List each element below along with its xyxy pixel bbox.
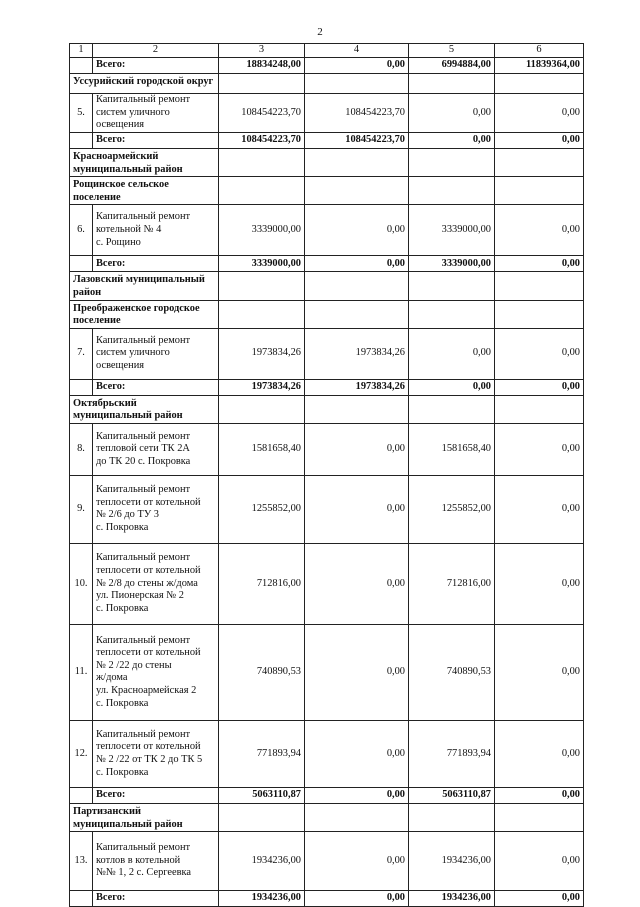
description-line: теплосети от котельной bbox=[96, 741, 201, 753]
description-line: котельной № 4 bbox=[96, 224, 162, 236]
description-line: систем уличного bbox=[96, 347, 170, 359]
description-line: Капитальный ремонт bbox=[96, 94, 191, 106]
row-number-cell bbox=[70, 379, 93, 395]
section-row bbox=[70, 395, 584, 423]
total-value: 108454223,70 bbox=[305, 133, 409, 149]
budget-table bbox=[69, 43, 584, 907]
section-row bbox=[70, 803, 584, 831]
total-value: 11839364,00 bbox=[495, 58, 584, 74]
item-value: 1934236,00 bbox=[409, 832, 495, 891]
total-label: Всего: bbox=[93, 58, 219, 74]
description-line: с. Покровка bbox=[96, 766, 149, 778]
description-line: до ТК 20 с. Покровка bbox=[96, 455, 191, 467]
total-label: Всего: bbox=[93, 133, 219, 149]
description-line: № 2 /22 от ТК 2 до ТК 5 bbox=[96, 753, 203, 765]
description-line: котлов в котельной bbox=[96, 854, 181, 866]
total-value: 1973834,26 bbox=[219, 379, 305, 395]
item-value: 0,00 bbox=[305, 832, 409, 891]
item-value: 0,00 bbox=[409, 94, 495, 133]
total-label: Всего: bbox=[93, 256, 219, 272]
item-description bbox=[93, 205, 219, 256]
description-line: Капитальный ремонт bbox=[96, 211, 191, 223]
total-value: 1934236,00 bbox=[409, 891, 495, 907]
description-line: с. Покровка bbox=[96, 522, 149, 534]
item-description bbox=[93, 624, 219, 720]
total-label: Всего: bbox=[93, 379, 219, 395]
empty-cell bbox=[495, 149, 584, 177]
item-row bbox=[70, 328, 584, 379]
item-number: 13. bbox=[70, 832, 93, 891]
empty-cell bbox=[305, 300, 409, 328]
empty-cell bbox=[495, 272, 584, 300]
item-value: 0,00 bbox=[409, 328, 495, 379]
item-value: 0,00 bbox=[495, 832, 584, 891]
item-row bbox=[70, 423, 584, 475]
column-header-3: 3 bbox=[219, 44, 305, 58]
description-line: Капитальный ремонт bbox=[96, 728, 191, 740]
item-value: 0,00 bbox=[495, 720, 584, 787]
item-value: 1581658,40 bbox=[409, 423, 495, 475]
table-body bbox=[70, 44, 584, 907]
item-description bbox=[93, 832, 219, 891]
description-line: Капитальный ремонт bbox=[96, 430, 191, 442]
item-value: 0,00 bbox=[495, 475, 584, 543]
description-line: с. Покровка bbox=[96, 697, 149, 709]
total-row bbox=[70, 133, 584, 149]
item-value: 0,00 bbox=[305, 720, 409, 787]
page-number: 2 bbox=[317, 26, 323, 38]
item-row bbox=[70, 624, 584, 720]
item-value: 0,00 bbox=[495, 543, 584, 624]
item-number: 7. bbox=[70, 328, 93, 379]
description-line: № 2 /22 до стены bbox=[96, 659, 172, 671]
total-value: 0,00 bbox=[305, 256, 409, 272]
item-value: 0,00 bbox=[305, 543, 409, 624]
total-value: 5063110,87 bbox=[219, 787, 305, 803]
description-line: тепловой сети ТК 2А bbox=[96, 443, 190, 455]
row-number-cell bbox=[70, 133, 93, 149]
total-row bbox=[70, 379, 584, 395]
item-row bbox=[70, 832, 584, 891]
section-heading: Партизанский муниципальный район bbox=[70, 803, 219, 831]
empty-cell bbox=[305, 272, 409, 300]
empty-cell bbox=[409, 149, 495, 177]
section-row bbox=[70, 149, 584, 177]
description-line: освещения bbox=[96, 360, 145, 372]
total-row bbox=[70, 256, 584, 272]
item-description bbox=[93, 94, 219, 133]
description-line: Капитальный ремонт bbox=[96, 842, 191, 854]
total-row bbox=[70, 58, 584, 74]
item-value: 0,00 bbox=[495, 205, 584, 256]
empty-cell bbox=[495, 395, 584, 423]
description-line: теплосети от котельной bbox=[96, 496, 201, 508]
description-line: ул. Красноармейская 2 bbox=[96, 685, 197, 697]
empty-cell bbox=[219, 272, 305, 300]
description-line: №№ 1, 2 с. Сергеевка bbox=[96, 867, 192, 879]
description-line: Капитальный ремонт bbox=[96, 634, 191, 646]
section-row bbox=[70, 272, 584, 300]
item-value: 0,00 bbox=[305, 205, 409, 256]
total-value: 0,00 bbox=[495, 256, 584, 272]
column-header-4: 4 bbox=[305, 44, 409, 58]
empty-cell bbox=[495, 803, 584, 831]
item-value: 0,00 bbox=[305, 423, 409, 475]
description-line: теплосети от котельной bbox=[96, 647, 201, 659]
empty-cell bbox=[219, 300, 305, 328]
empty-cell bbox=[305, 74, 409, 94]
item-row bbox=[70, 720, 584, 787]
row-number-cell bbox=[70, 256, 93, 272]
section-heading: Уссурийский городской округ bbox=[70, 74, 219, 94]
total-row bbox=[70, 787, 584, 803]
item-value: 712816,00 bbox=[409, 543, 495, 624]
empty-cell bbox=[305, 177, 409, 205]
column-header-6: 6 bbox=[495, 44, 584, 58]
total-value: 0,00 bbox=[495, 379, 584, 395]
total-value: 1973834,26 bbox=[305, 379, 409, 395]
description-line: № 2/8 до стены ж/дома bbox=[96, 577, 198, 589]
column-header-2: 2 bbox=[93, 44, 219, 58]
total-value: 108454223,70 bbox=[219, 133, 305, 149]
empty-cell bbox=[495, 300, 584, 328]
item-value: 1581658,40 bbox=[219, 423, 305, 475]
description-line: с. Покровка bbox=[96, 602, 149, 614]
item-value: 108454223,70 bbox=[305, 94, 409, 133]
item-value: 1255852,00 bbox=[219, 475, 305, 543]
total-value: 0,00 bbox=[305, 58, 409, 74]
column-header-1: 1 bbox=[70, 44, 93, 58]
empty-cell bbox=[409, 177, 495, 205]
item-value: 0,00 bbox=[495, 624, 584, 720]
item-description bbox=[93, 475, 219, 543]
item-number: 8. bbox=[70, 423, 93, 475]
item-description bbox=[93, 328, 219, 379]
description-line: № 2/6 до ТУ 3 bbox=[96, 509, 159, 521]
empty-cell bbox=[409, 395, 495, 423]
empty-cell bbox=[409, 74, 495, 94]
item-value: 0,00 bbox=[305, 475, 409, 543]
description-line: Капитальный ремонт bbox=[96, 334, 191, 346]
item-value: 0,00 bbox=[495, 423, 584, 475]
empty-cell bbox=[219, 177, 305, 205]
description-line: с. Рощино bbox=[96, 236, 141, 248]
total-value: 0,00 bbox=[409, 133, 495, 149]
item-value: 3339000,00 bbox=[219, 205, 305, 256]
item-value: 108454223,70 bbox=[219, 94, 305, 133]
item-number: 10. bbox=[70, 543, 93, 624]
description-line: Капитальный ремонт bbox=[96, 552, 191, 564]
section-row bbox=[70, 177, 584, 205]
section-heading: Октябрьский муниципальный район bbox=[70, 395, 219, 423]
section-heading: Красноармейский муниципальный район bbox=[70, 149, 219, 177]
item-number: 6. bbox=[70, 205, 93, 256]
row-number-cell bbox=[70, 891, 93, 907]
item-value: 1934236,00 bbox=[219, 832, 305, 891]
empty-cell bbox=[409, 272, 495, 300]
item-description bbox=[93, 423, 219, 475]
total-value: 3339000,00 bbox=[409, 256, 495, 272]
empty-cell bbox=[219, 74, 305, 94]
item-value: 771893,94 bbox=[409, 720, 495, 787]
item-value: 1973834,26 bbox=[305, 328, 409, 379]
item-number: 12. bbox=[70, 720, 93, 787]
total-value: 1934236,00 bbox=[219, 891, 305, 907]
item-value: 0,00 bbox=[305, 624, 409, 720]
total-value: 0,00 bbox=[305, 787, 409, 803]
section-heading: Преображенское городское поселение bbox=[70, 300, 219, 328]
column-header-5: 5 bbox=[409, 44, 495, 58]
total-label: Всего: bbox=[93, 891, 219, 907]
empty-cell bbox=[495, 74, 584, 94]
total-value: 0,00 bbox=[409, 379, 495, 395]
item-description bbox=[93, 720, 219, 787]
empty-cell bbox=[219, 395, 305, 423]
total-value: 0,00 bbox=[495, 891, 584, 907]
item-value: 771893,94 bbox=[219, 720, 305, 787]
total-value: 0,00 bbox=[495, 787, 584, 803]
total-value: 5063110,87 bbox=[409, 787, 495, 803]
item-value: 740890,53 bbox=[219, 624, 305, 720]
item-value: 3339000,00 bbox=[409, 205, 495, 256]
item-value: 712816,00 bbox=[219, 543, 305, 624]
total-label: Всего: bbox=[93, 787, 219, 803]
item-row bbox=[70, 94, 584, 133]
header-row bbox=[70, 44, 584, 58]
section-row bbox=[70, 74, 584, 94]
empty-cell bbox=[305, 149, 409, 177]
item-row bbox=[70, 205, 584, 256]
item-value: 0,00 bbox=[495, 328, 584, 379]
total-value: 18834248,00 bbox=[219, 58, 305, 74]
item-value: 0,00 bbox=[495, 94, 584, 133]
row-number-cell bbox=[70, 58, 93, 74]
item-number: 9. bbox=[70, 475, 93, 543]
empty-cell bbox=[409, 803, 495, 831]
description-line: ж/дома bbox=[96, 672, 128, 684]
item-description bbox=[93, 543, 219, 624]
item-row bbox=[70, 543, 584, 624]
item-number: 11. bbox=[70, 624, 93, 720]
description-line: освещения bbox=[96, 119, 145, 131]
section-row bbox=[70, 300, 584, 328]
empty-cell bbox=[219, 149, 305, 177]
empty-cell bbox=[305, 803, 409, 831]
empty-cell bbox=[495, 177, 584, 205]
item-row bbox=[70, 475, 584, 543]
empty-cell bbox=[409, 300, 495, 328]
total-value: 6994884,00 bbox=[409, 58, 495, 74]
total-value: 3339000,00 bbox=[219, 256, 305, 272]
total-row bbox=[70, 891, 584, 907]
item-value: 1255852,00 bbox=[409, 475, 495, 543]
description-line: теплосети от котельной bbox=[96, 565, 201, 577]
empty-cell bbox=[305, 395, 409, 423]
section-heading: Рощинское сельское поселение bbox=[70, 177, 219, 205]
item-value: 740890,53 bbox=[409, 624, 495, 720]
row-number-cell bbox=[70, 787, 93, 803]
empty-cell bbox=[219, 803, 305, 831]
section-heading: Лазовский муниципальный район bbox=[70, 272, 219, 300]
item-value: 1973834,26 bbox=[219, 328, 305, 379]
item-number: 5. bbox=[70, 94, 93, 133]
description-line: ул. Пионерская № 2 bbox=[96, 590, 184, 602]
description-line: Капитальный ремонт bbox=[96, 484, 191, 496]
description-line: систем уличного bbox=[96, 106, 170, 118]
total-value: 0,00 bbox=[305, 891, 409, 907]
total-value: 0,00 bbox=[495, 133, 584, 149]
